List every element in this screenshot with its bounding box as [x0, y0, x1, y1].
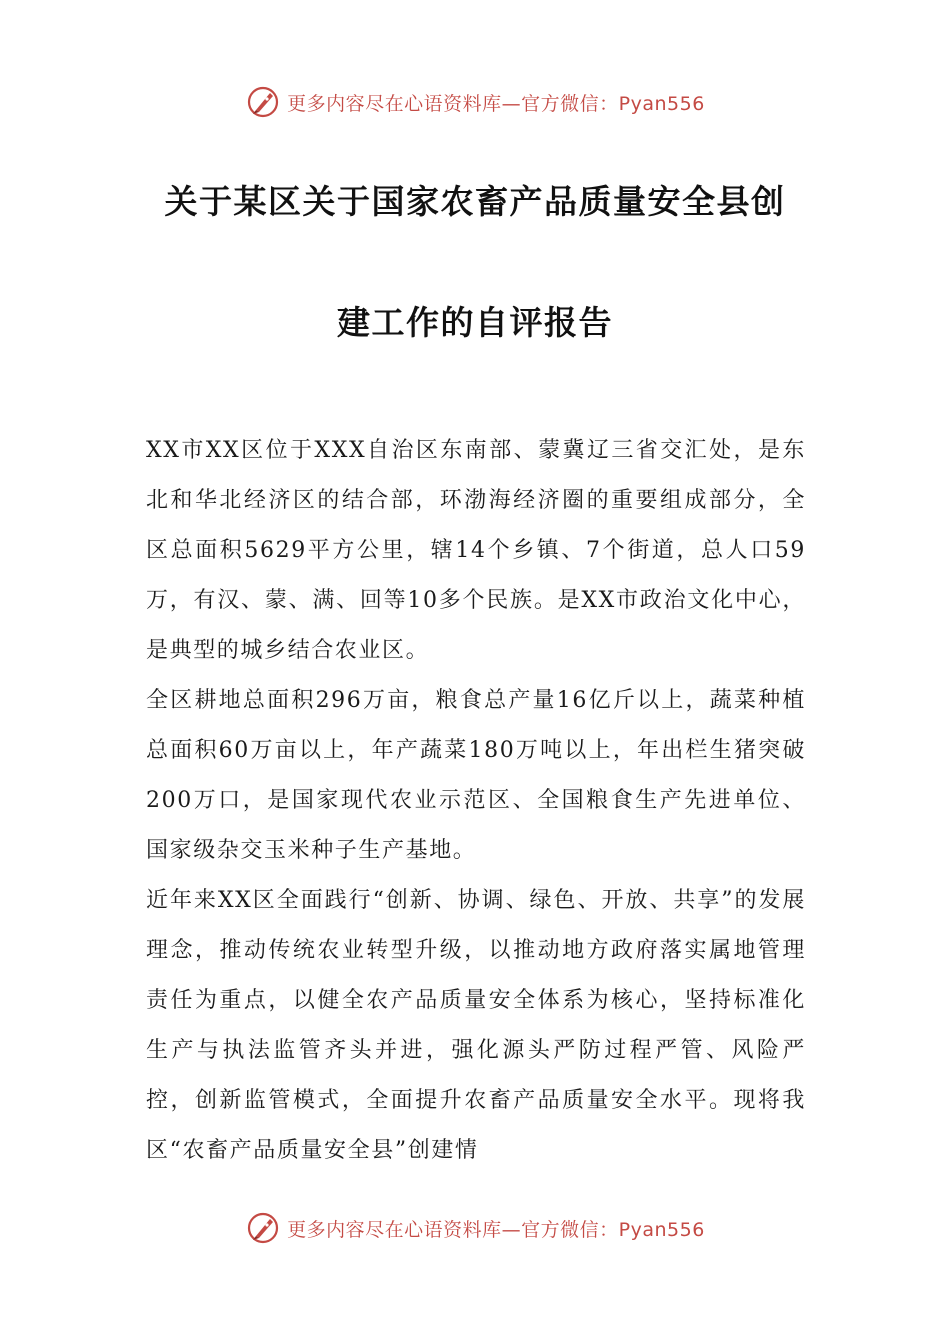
paragraph-1: XX市XX区位于XXX自治区东南部、蒙冀辽三省交汇处，是东北和华北经济区的结合部，环渤海经济圈的重要组成部分，全区总面积5629平方公里，辖14个乡镇、7个街道，总人口59万，有汉、蒙、满、回等10多个民族。是XX市政治文化中心，是典型的城乡结合农业区。	[146, 438, 806, 663]
header-watermark	[0, 82, 950, 122]
paragraph-3: 近年来XX区全面践行“创新、协调、绿色、开放、共享”的发展理念，推动传统农业转型升级，以推动地方政府落实属地管理责任为重点，以健全农产品质量安全体系为核心，坚持标准化生产与执法监管齐头并进，强化源头严防过程严管、风险严控，创新监管模式，全面提升农畜产品质量安全水平。现将我区“农畜产品质量安全县”创建情	[146, 888, 806, 1163]
document-title-line-2: 建工作的自评报告	[337, 303, 613, 342]
pen-nib-logo-icon	[245, 84, 281, 120]
document-title-line-1: 关于某区关于国家农畜产品质量安全县创	[164, 182, 786, 221]
pen-nib-logo-icon	[245, 1210, 281, 1246]
paragraph-2: 全区耕地总面积296万亩，粮食总产量16亿斤以上，蔬菜种植总面积60万亩以上，年产蔬菜180万吨以上，年出栏生猪突破200万口，是国家现代农业示范区、全国粮食生产先进单位、国家级杂交玉米种子生产基地。	[146, 688, 806, 863]
watermark-text: 更多内容尽在心语资料库—官方微信：Pyan556	[287, 1218, 705, 1241]
document-body	[146, 426, 806, 1176]
watermark-text: 更多内容尽在心语资料库—官方微信：Pyan556	[287, 92, 705, 115]
footer-watermark	[0, 1208, 950, 1248]
